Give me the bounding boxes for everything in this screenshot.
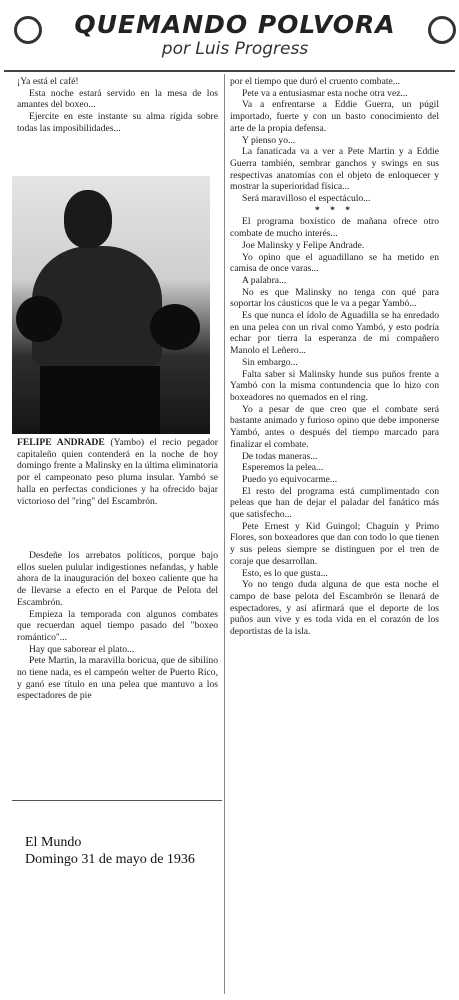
paragraph: Será maravilloso el espectáculo...: [242, 193, 371, 205]
paragraph: No es que Malinsky no tenga con qué para soportar los cáusticos que le va a pegar Yambó...: [230, 286, 439, 310]
boxer-photo: [12, 176, 210, 434]
paragraph: De todas maneras...: [242, 450, 318, 462]
boxing-glove-icon: [14, 16, 42, 44]
boxing-glove-icon: [16, 296, 62, 342]
paragraph: Pete Martin, la maravilla boricua, que de sibilino no tiene nada, es el campeón welter de Puerto Rico, y ganó ese título en una pelea que mantuvo a los espectadores de pie: [17, 655, 218, 702]
paragraph: La fanaticada va a ver a Pete Martin y a Eddie Guerra también, sembrar ganchos y swings en sus respectivas anatomías con el objeto de enloquecer y mostrar la superioridad física...: [230, 146, 439, 193]
paragraph: A palabra...: [242, 274, 287, 286]
section-separator: * * *: [314, 204, 355, 216]
paragraph: Yo no tengo duda alguna de que esta noche el campo de base pelota del Escambrón se llenará de espectadores, y así afirmará que el deporte de los puños aun vive y es toda vida en el corazón de los deportistas de la isla.: [230, 579, 439, 638]
paragraph: por el tiempo que duró el cruento combate...: [230, 76, 400, 87]
boxer-shorts: [40, 366, 160, 434]
paragraph: Puedo yo equivocarme...: [242, 473, 338, 485]
caption-name: FELIPE ANDRADE: [17, 437, 105, 448]
paragraph: Empieza la temporada con algunos combates que recuerdan aquel tiempo pasado del "boxeo romántico"...: [17, 608, 218, 643]
publication-date: Domingo 31 de mayo de 1936: [25, 852, 195, 867]
boxing-glove-icon: [150, 304, 200, 350]
paragraph: Esta noche estará servido en la mesa de los amantes del boxeo...: [17, 87, 218, 111]
paragraph: Pete Ernest y Kid Guingol; Chaguín y Primo Flores, son boxeadores que dan con todo lo que tienen y sus peleas siempre se distinguen por el tren de coraje que desarrollan.: [230, 520, 439, 567]
photo-caption: [17, 437, 218, 507]
column-end-rule: [12, 800, 222, 801]
paragraph: Joe Malinsky y Felipe Andrade.: [242, 239, 365, 251]
paragraph: Esto, es lo que gusta...: [242, 567, 328, 579]
column-banner: [40, 8, 430, 60]
left-column-top: [17, 76, 218, 135]
header-rule: [4, 70, 455, 72]
column-title: QUEMANDO POLVORA: [74, 10, 396, 39]
paragraph: Pete va a entusiasmar esta noche otra vez...: [242, 87, 408, 99]
paragraph: Yo a pesar de que creo que el combate será bastante animado y furioso opino que debe imponerse Yambó, antes o después del tiempo marcado para finalizar el combate.: [230, 403, 439, 450]
paragraph: Hay que saborear el plato...: [29, 643, 135, 655]
paragraph: Ejercite en este instante su alma rígida sobre todas las imposibilidades...: [17, 111, 218, 134]
newspaper-name: El Mundo: [25, 835, 82, 850]
column-byline: por Luis Progress: [161, 39, 309, 59]
paragraph: El resto del programa está cumplimentado con peleas que han de dejar el paladar del fanático más que satisfecho...: [230, 485, 439, 521]
caption-text: (Yambo) el recio pegador capitaleño quien contenderá en la noche de hoy domingo frente a Malinsky en la última eliminatoria por el campeonato peso pluma insular. Yambó se halla en perfectas condiciones y ha ofrecido bajar victorioso del "ring" del Escambrón.: [17, 437, 218, 507]
paragraph: Yo opino que el aguadillano se ha metido en camisa de once varas...: [230, 251, 439, 275]
paragraph: Es que nunca el ídolo de Aguadilla se ha enredado en una pelea con un rival como Yambó, y esto podría echar por tierra la esperanza de mi compañero Manolo el Leñero...: [230, 310, 439, 357]
source-credit: [25, 834, 195, 868]
column-divider: [224, 74, 225, 994]
boxing-glove-icon: [428, 16, 456, 44]
paragraph: Esperemos la pelea...: [242, 462, 324, 474]
paragraph: Desdeñe los arrebatos políticos, porque bajo ellos suelen pulular indigestiones nefandas, y hable ahora de la inauguración del boxeo caliente que ha de llevarse a efecto en el Parque de Pelota del Escambrón.: [17, 550, 218, 608]
paragraph: ¡Ya está el café!: [17, 76, 79, 87]
right-column: [230, 76, 439, 638]
paragraph: Va a enfrentarse a Eddie Guerra, un púgil importado, fuerte y con un basto conocimiento del arte de la propia defensa.: [230, 99, 439, 134]
paragraph: Falta saber si Malinsky hunde sus puños frente a Yambó con la misma contundencia que lo hizo con boxeadores no quemados en el ring.: [230, 368, 439, 403]
paragraph: El programa boxístico de mañana ofrece otro combate de mucho interés...: [230, 216, 439, 240]
paragraph: Sin embargo...: [242, 356, 298, 368]
paragraph: Y pienso yo...: [242, 134, 296, 146]
boxer-head: [64, 190, 112, 248]
left-column-bottom: [17, 550, 218, 702]
